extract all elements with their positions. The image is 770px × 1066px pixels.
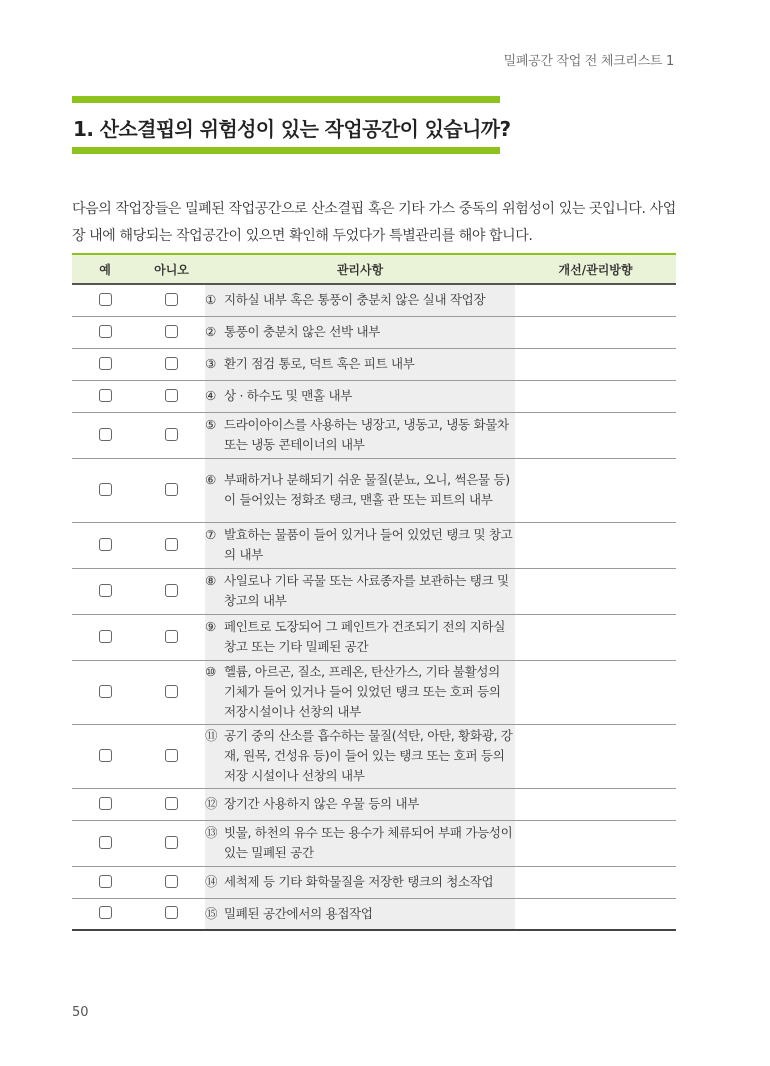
item-number: ⑪ bbox=[205, 728, 218, 743]
item-number: ⑥ bbox=[205, 472, 216, 487]
no-checkbox[interactable] bbox=[165, 538, 178, 551]
table-header-row bbox=[72, 254, 676, 284]
no-checkbox[interactable] bbox=[165, 428, 178, 441]
yes-cell bbox=[72, 788, 138, 820]
yes-cell bbox=[72, 522, 138, 568]
item-content bbox=[205, 872, 515, 892]
item-number: ③ bbox=[205, 356, 216, 371]
item-cell bbox=[205, 724, 515, 788]
item-text: 페인트로 도장되어 그 페인트가 건조되기 전의 지하실창고 또는 기타 밀폐된 공간 bbox=[224, 619, 506, 654]
improve-cell[interactable] bbox=[515, 412, 676, 458]
yes-cell bbox=[72, 284, 138, 316]
item-text: 헬륨, 아르곤, 질소, 프레온, 탄산가스, 기타 불활성의 기체가 들어 있거나 들어 있었던 탱크 또는 호퍼 등의 저장시설이나 선창의 내부 bbox=[224, 664, 501, 719]
table-row bbox=[72, 660, 676, 724]
yes-checkbox[interactable] bbox=[99, 630, 112, 643]
page-number: 50 bbox=[72, 1005, 89, 1020]
no-cell bbox=[138, 522, 205, 568]
no-cell bbox=[138, 458, 205, 522]
item-cell bbox=[205, 412, 515, 458]
item-cell bbox=[205, 458, 515, 522]
yes-cell bbox=[72, 412, 138, 458]
item-content bbox=[205, 322, 515, 342]
item-content bbox=[205, 354, 515, 374]
yes-cell bbox=[72, 316, 138, 348]
yes-cell bbox=[72, 660, 138, 724]
table-row bbox=[72, 412, 676, 458]
item-cell bbox=[205, 284, 515, 316]
yes-cell bbox=[72, 380, 138, 412]
item-text: 빗물, 하천의 유수 또는 용수가 체류되어 부패 가능성이 있는 밀폐된 공간 bbox=[224, 825, 513, 860]
table-row bbox=[72, 614, 676, 660]
table-row bbox=[72, 284, 676, 316]
item-cell bbox=[205, 898, 515, 930]
item-content bbox=[205, 386, 515, 406]
no-checkbox[interactable] bbox=[165, 875, 178, 888]
item-number: ⑨ bbox=[205, 619, 216, 634]
improve-cell[interactable] bbox=[515, 568, 676, 614]
improve-cell[interactable] bbox=[515, 458, 676, 522]
no-cell bbox=[138, 820, 205, 866]
item-cell bbox=[205, 866, 515, 898]
improve-cell[interactable] bbox=[515, 614, 676, 660]
no-checkbox[interactable] bbox=[165, 389, 178, 402]
no-checkbox[interactable] bbox=[165, 325, 178, 338]
item-number: ⑦ bbox=[205, 527, 216, 542]
item-content bbox=[205, 726, 515, 786]
header-no: 아니오 bbox=[138, 254, 205, 284]
yes-checkbox[interactable] bbox=[99, 836, 112, 849]
item-cell bbox=[205, 522, 515, 568]
item-number: ⑮ bbox=[205, 905, 218, 921]
title-bottom-rule bbox=[72, 147, 500, 154]
item-text: 사일로나 기타 곡물 또는 사료종자를 보관하는 탱크 및 창고의 내부 bbox=[224, 573, 509, 608]
item-number: ⑭ bbox=[205, 874, 218, 889]
no-cell bbox=[138, 568, 205, 614]
item-content bbox=[205, 571, 515, 611]
yes-checkbox[interactable] bbox=[99, 797, 112, 810]
item-text: 드라이아이스를 사용하는 냉장고, 냉동고, 냉동 화물차 또는 냉동 콘테이너의 내부 bbox=[224, 417, 509, 452]
table-row bbox=[72, 820, 676, 866]
item-text: 공기 중의 산소를 흡수하는 물질(석탄, 아탄, 황화광, 강재, 원목, 건성유 등)이 들어 있는 탱크 또는 호퍼 등의 저장 시설이나 선창의 내부 bbox=[224, 728, 513, 783]
item-content bbox=[205, 904, 515, 924]
improve-cell[interactable] bbox=[515, 348, 676, 380]
yes-checkbox[interactable] bbox=[99, 584, 112, 597]
item-content bbox=[205, 617, 515, 657]
item-content bbox=[205, 662, 515, 722]
no-checkbox[interactable] bbox=[165, 357, 178, 370]
item-text: 환기 점검 통로, 덕트 혹은 피트 내부 bbox=[224, 356, 415, 371]
table-row bbox=[72, 898, 676, 930]
table-row bbox=[72, 316, 676, 348]
item-text: 발효하는 물품이 들어 있거나 들어 있었던 탱크 및 창고의 내부 bbox=[224, 527, 513, 562]
no-checkbox[interactable] bbox=[165, 797, 178, 810]
item-cell bbox=[205, 316, 515, 348]
improve-cell[interactable] bbox=[515, 284, 676, 316]
table-row bbox=[72, 348, 676, 380]
improve-cell[interactable] bbox=[515, 724, 676, 788]
item-number: ⑤ bbox=[205, 417, 216, 432]
improve-cell[interactable] bbox=[515, 380, 676, 412]
checklist-body bbox=[72, 284, 676, 930]
no-checkbox[interactable] bbox=[165, 685, 178, 698]
header-item: 관리사항 bbox=[205, 254, 515, 284]
table-row bbox=[72, 458, 676, 522]
no-cell bbox=[138, 284, 205, 316]
yes-cell bbox=[72, 898, 138, 930]
yes-checkbox[interactable] bbox=[99, 483, 112, 496]
yes-cell bbox=[72, 866, 138, 898]
intro-paragraph: 다음의 작업장들은 밀폐된 작업공간으로 산소결핍 혹은 기타 가스 중독의 위험성이 있는 곳입니다. 사업장 내에 해당되는 작업공간이 있으면 확인해 두었다가 특별관리를 해야 합니다. bbox=[72, 201, 676, 244]
no-cell bbox=[138, 348, 205, 380]
yes-cell bbox=[72, 568, 138, 614]
no-checkbox[interactable] bbox=[165, 584, 178, 597]
no-cell bbox=[138, 788, 205, 820]
title-top-rule bbox=[72, 96, 500, 103]
item-number: ⑧ bbox=[205, 573, 216, 588]
yes-checkbox[interactable] bbox=[99, 293, 112, 306]
item-content bbox=[205, 525, 515, 565]
item-content bbox=[205, 794, 515, 814]
yes-cell bbox=[72, 348, 138, 380]
improve-cell[interactable] bbox=[515, 316, 676, 348]
no-checkbox[interactable] bbox=[165, 906, 178, 919]
table-row bbox=[72, 522, 676, 568]
yes-checkbox[interactable] bbox=[99, 685, 112, 698]
checklist-table bbox=[72, 253, 676, 931]
no-cell bbox=[138, 380, 205, 412]
no-cell bbox=[138, 660, 205, 724]
yes-checkbox[interactable] bbox=[99, 749, 112, 762]
yes-checkbox[interactable] bbox=[99, 389, 112, 402]
yes-checkbox[interactable] bbox=[99, 428, 112, 441]
item-text: 지하실 내부 혹은 통풍이 충분치 않은 실내 작업장 bbox=[224, 292, 486, 308]
header-yes: 예 bbox=[72, 254, 138, 284]
no-cell bbox=[138, 614, 205, 660]
item-text: 부패하거나 분해되기 쉬운 물질(분뇨, 오니, 썩은물 등)이 들어있는 정화조 탱크, 맨홀 관 또는 피트의 내부 bbox=[224, 472, 510, 507]
item-cell bbox=[205, 788, 515, 820]
header-improve: 개선/관리방향 bbox=[515, 254, 676, 284]
table-row bbox=[72, 568, 676, 614]
yes-cell bbox=[72, 458, 138, 522]
improve-cell[interactable] bbox=[515, 820, 676, 866]
table-row bbox=[72, 380, 676, 412]
no-checkbox[interactable] bbox=[165, 293, 178, 306]
yes-cell bbox=[72, 614, 138, 660]
yes-checkbox[interactable] bbox=[99, 325, 112, 338]
item-cell bbox=[205, 820, 515, 866]
no-cell bbox=[138, 316, 205, 348]
item-cell bbox=[205, 660, 515, 724]
item-number: ⑩ bbox=[205, 664, 216, 679]
section-title-block bbox=[72, 96, 511, 154]
yes-cell bbox=[72, 724, 138, 788]
yes-checkbox[interactable] bbox=[99, 875, 112, 888]
no-checkbox[interactable] bbox=[165, 630, 178, 643]
improve-cell[interactable] bbox=[515, 522, 676, 568]
yes-checkbox[interactable] bbox=[99, 357, 112, 370]
no-checkbox[interactable] bbox=[165, 749, 178, 762]
no-cell bbox=[138, 898, 205, 930]
item-number: ② bbox=[205, 324, 216, 339]
item-content bbox=[205, 470, 515, 510]
no-cell bbox=[138, 866, 205, 898]
item-text: 장기간 사용하지 않은 우물 등의 내부 bbox=[224, 796, 419, 811]
table-row bbox=[72, 788, 676, 820]
yes-cell bbox=[72, 820, 138, 866]
running-header: 밀폐공간 작업 전 체크리스트 1 bbox=[503, 54, 674, 69]
item-text: 통풍이 충분치 않은 선박 내부 bbox=[224, 324, 380, 339]
item-cell bbox=[205, 380, 515, 412]
item-cell bbox=[205, 614, 515, 660]
yes-checkbox[interactable] bbox=[99, 906, 112, 919]
item-number: ⑬ bbox=[205, 825, 218, 840]
no-cell bbox=[138, 412, 205, 458]
item-cell bbox=[205, 568, 515, 614]
item-content bbox=[205, 823, 515, 863]
yes-checkbox[interactable] bbox=[99, 538, 112, 551]
no-cell bbox=[138, 724, 205, 788]
item-text: 밀폐된 공간에서의 용접작업 bbox=[224, 905, 373, 921]
improve-cell[interactable] bbox=[515, 660, 676, 724]
item-number: ① bbox=[205, 292, 216, 308]
improve-cell[interactable] bbox=[515, 898, 676, 930]
item-content bbox=[205, 415, 515, 455]
item-content bbox=[205, 290, 515, 310]
table-row bbox=[72, 724, 676, 788]
section-title: 1. 산소결핍의 위험성이 있는 작업공간이 있습니까? bbox=[73, 117, 511, 141]
table-row bbox=[72, 866, 676, 898]
item-text: 상 · 하수도 및 맨홀 내부 bbox=[224, 388, 353, 403]
item-cell bbox=[205, 348, 515, 380]
no-checkbox[interactable] bbox=[165, 836, 178, 849]
improve-cell[interactable] bbox=[515, 866, 676, 898]
improve-cell[interactable] bbox=[515, 788, 676, 820]
no-checkbox[interactable] bbox=[165, 483, 178, 496]
item-text: 세척제 등 기타 화학물질을 저장한 탱크의 청소작업 bbox=[224, 874, 494, 889]
item-number: ④ bbox=[205, 388, 216, 403]
item-number: ⑫ bbox=[205, 796, 218, 811]
